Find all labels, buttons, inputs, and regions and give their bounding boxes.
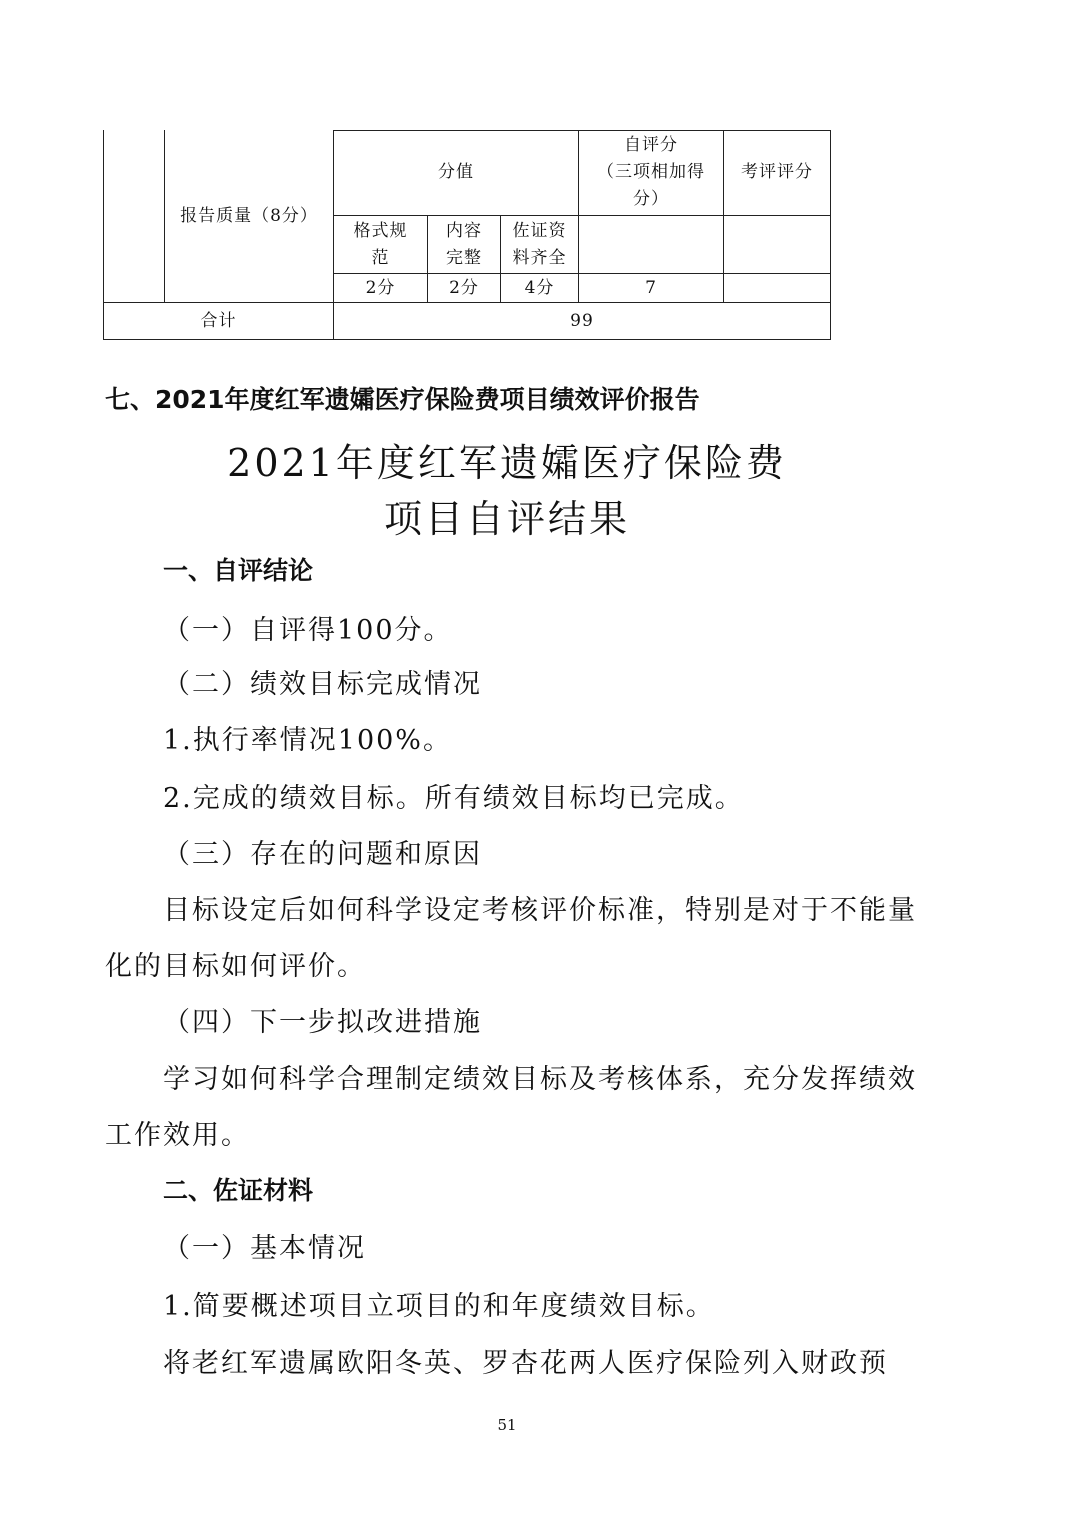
doc-title-line1: 2021年度红军遗孀医疗保险费 [227, 441, 787, 485]
section-evidence: 二、佐证材料 [163, 1176, 314, 1205]
self-score-value: 7 [645, 277, 657, 298]
sub-header-format: 格式规 范 [353, 220, 408, 268]
paragraph: （二）绩效目标完成情况 [163, 669, 482, 700]
rule [830, 130, 831, 340]
score-header: 分值 [438, 162, 474, 182]
total-value: 99 [570, 310, 594, 331]
score-evidence: 4分 [524, 277, 555, 298]
paragraph: 化的目标如何评价。 [105, 951, 366, 982]
section-self-evaluation: 一、自评结论 [163, 556, 314, 585]
score-format: 2分 [365, 277, 396, 298]
paragraph: 目标设定后如何科学设定考核评价标准，特别是对于不能量 [163, 895, 917, 926]
doc-title-line2: 项目自评结果 [383, 497, 630, 541]
paragraph: 1.简要概述项目立项目的和年度绩效目标。 [163, 1291, 715, 1322]
paragraph: （一）基本情况 [163, 1233, 366, 1264]
paragraph: 工作效用。 [105, 1120, 250, 1151]
rule [103, 339, 831, 340]
paragraph: 1.执行率情况100%。 [163, 725, 452, 756]
sub-header-content: 内容 完整 [446, 220, 482, 268]
score-table [103, 130, 831, 340]
review-score-value [724, 274, 830, 302]
self-score-header: 自评分 （三项相加得 分） [597, 135, 705, 209]
paragraph: （四）下一步拟改进措施 [163, 1007, 482, 1038]
paragraph: （三）存在的问题和原因 [163, 839, 482, 870]
total-label: 合计 [200, 310, 237, 331]
report-quality-label: 报告质量（8分） [180, 205, 318, 226]
page-number: 51 [497, 1416, 517, 1434]
sub-header-evidence: 佐证资 料齐全 [512, 220, 567, 268]
paragraph: 将老红军遗属欧阳冬英、罗杏花两人医疗保险列入财政预 [163, 1348, 888, 1379]
review-score-header: 考评评分 [741, 162, 813, 182]
paragraph: 学习如何科学合理制定绩效目标及考核体系，充分发挥绩效 [163, 1064, 917, 1095]
section-heading: 七、2021年度红军遗孀医疗保险费项目绩效评价报告 [105, 385, 700, 414]
paragraph: 2.完成的绩效目标。所有绩效目标均已完成。 [163, 783, 744, 814]
score-content: 2分 [449, 277, 479, 298]
paragraph: （一）自评得100分。 [163, 615, 453, 646]
